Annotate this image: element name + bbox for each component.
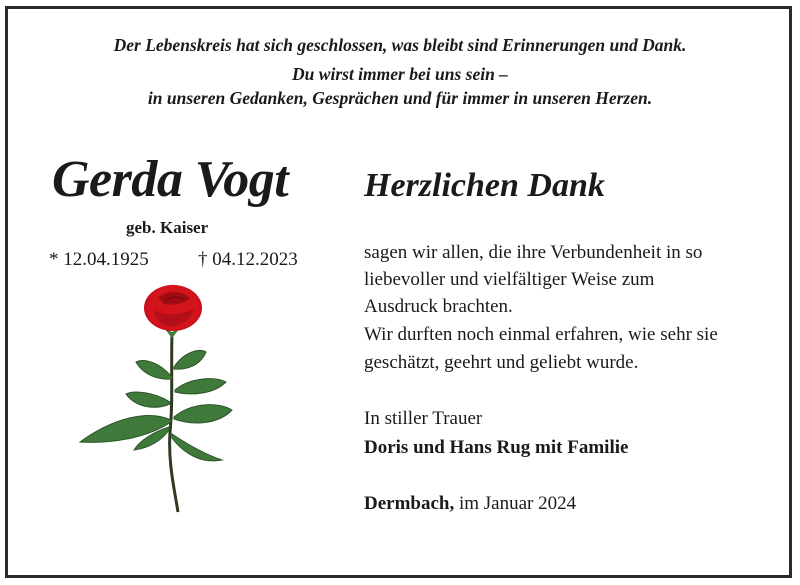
death-date: † 04.12.2023 (198, 249, 298, 270)
message-line: liebevoller und vielfältiger Weise zum (364, 269, 655, 290)
message-line: Wir durften noch einmal erfahren, wie sehr sie (364, 324, 718, 345)
header-quote-line-2: Du wirst immer bei uns sein – (292, 64, 508, 84)
birth-date: * 12.04.1925 (49, 249, 149, 270)
place-date (364, 492, 576, 516)
header-quote-line-1: Der Lebenskreis hat sich geschlossen, was bleibt sind Erinnerungen und Dank. (113, 35, 687, 55)
message-line: Ausdruck brachten. (364, 296, 513, 317)
red-rose-icon (74, 282, 244, 514)
mourning-line: In stiller Trauer (364, 408, 483, 429)
message-line: sagen wir allen, die ihre Verbundenheit in so (364, 242, 703, 263)
message-line: geschätzt, geehrt und geliebt wurde. (364, 352, 639, 373)
signature: Doris und Hans Rug mit Familie (364, 437, 629, 458)
birth-name: geb. Kaiser (126, 218, 209, 237)
place-name: Dermbach, (364, 493, 455, 514)
thanks-heading: Herzlichen Dank (364, 167, 605, 204)
date-text: im Januar 2024 (454, 493, 577, 514)
header-quote-line-3: in unseren Gedanken, Gesprächen und für immer in unseren Herzen. (147, 88, 653, 108)
deceased-name: Gerda Vogt (52, 151, 289, 208)
